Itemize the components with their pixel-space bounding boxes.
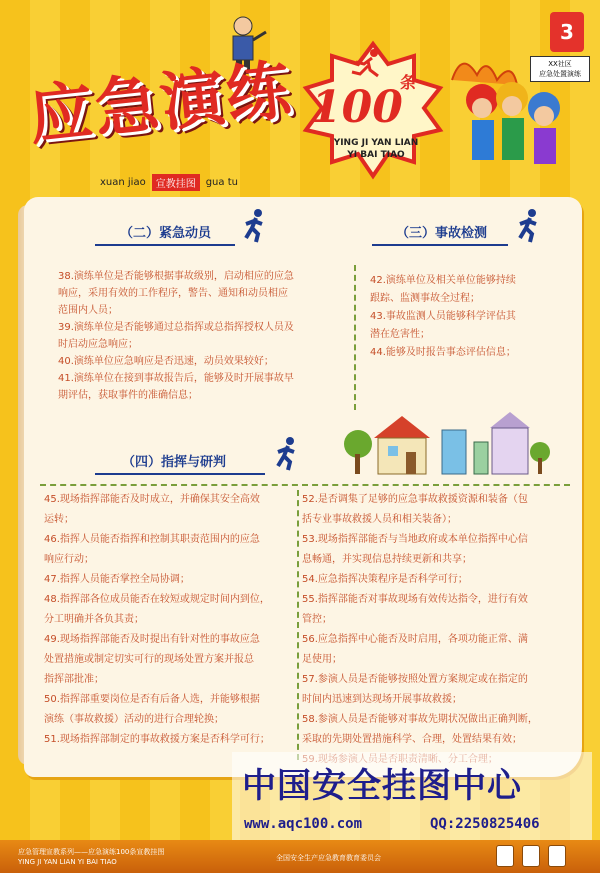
watermark-url: www.aqc100.com — [244, 816, 363, 832]
list-item: 45.现场指挥部能否及时成立，并确保其安全高效 — [44, 494, 260, 505]
subtitle-right: gua tu — [205, 177, 238, 188]
list-item: 采取的先期处置措施科学、合理，处置结果有效； — [302, 734, 522, 745]
badge-pinyin — [326, 137, 426, 161]
list-item: 58.参演人员是否能够对事故先期状况做出正确判断， — [302, 714, 538, 725]
qr-code-icon — [496, 845, 514, 867]
subtitle-left: xuan jiao — [100, 177, 146, 188]
pinyin-line-1: YING JI YAN LIAN — [333, 138, 419, 148]
watermark-qq: QQ:2250825406 — [430, 816, 540, 832]
pinyin-line-2: YI BAI TIAO — [347, 150, 405, 160]
section-3-list — [370, 272, 560, 362]
section-2-heading — [120, 222, 211, 241]
shield-logo-icon — [522, 845, 540, 867]
list-item: 47.指挥人员能否掌控全局协调； — [44, 574, 190, 585]
list-item: 响应，采用有效的工作程序，警告、通知和动员相应 — [58, 288, 288, 299]
community-line-1: XX社区 — [548, 60, 572, 68]
list-item: 分工明确并各负其责； — [44, 614, 144, 625]
section-3-underline — [372, 244, 508, 246]
list-item: 42.演练单位及相关单位能够持续 — [370, 275, 516, 286]
section-2-title: （二）紧急动员 — [120, 226, 212, 241]
list-item: 39.演练单位是否能够通过总指挥或总指挥授权人员及 — [58, 322, 294, 333]
list-item: 括专业事故救援人员和相关装备）； — [302, 514, 457, 525]
list-item: 46.指挥人员能否指挥和控制其职责范围内的应急 — [44, 534, 260, 545]
section-2-list — [58, 268, 348, 404]
list-item: 43.事故监测人员能够科学评估其 — [370, 311, 516, 322]
column-divider — [354, 265, 356, 410]
section-2-underline — [95, 244, 235, 246]
section-4-heading — [122, 451, 226, 470]
section-divider — [40, 484, 570, 486]
list-item: 响应行动； — [44, 554, 94, 565]
list-item: 48.指挥部各位成员能否在较短或规定时间内到位， — [44, 594, 270, 605]
list-item: 55.指挥部能否对事故现场有效传达指令，进行有效 — [302, 594, 528, 605]
footer-series-line-1: 应急管理宣教系列——应急演练100条宣教挂图 — [18, 848, 165, 856]
community-sign — [530, 56, 590, 82]
subtitle-tag: 宣教挂图 — [152, 174, 200, 191]
list-item: 潜在危害性； — [370, 329, 430, 340]
section-3-heading — [396, 222, 487, 241]
list-item: 52.是否调集了足够的应急事故救援资源和装备（包 — [302, 494, 528, 505]
footer-series-line-2: YING JI YAN LIAN YI BAI TIAO — [18, 858, 117, 866]
list-item: 56.应急指挥中心能否及时启用，各项功能正常、满 — [302, 634, 528, 645]
list-item: 处置措施或制定切实可行的现场处置方案并报总 — [44, 654, 254, 665]
list-item: 40.演练单位应急响应是否迅速，动员效果较好； — [58, 356, 274, 367]
community-line-2: 应急处置演练 — [539, 70, 581, 78]
column-divider — [297, 490, 299, 760]
section-4-underline — [95, 473, 265, 475]
list-item: 54.应急指挥决策程序是否科学可行； — [302, 574, 468, 585]
list-item: 演练（事故救援）活动的进行合理轮换； — [44, 714, 224, 725]
section-4-right-list — [302, 490, 572, 770]
list-item: 53.现场指挥部能否与当地政府或本单位指挥中心信 — [302, 534, 528, 545]
list-item: 息畅通，并实现信息持续更新和共享； — [302, 554, 472, 565]
list-item: 57.参演人员是否能够按照处置方案规定或在指定的 — [302, 674, 528, 685]
list-item: 范围内人员； — [58, 305, 118, 316]
badge-unit: 条 — [400, 73, 417, 92]
runner-icon — [272, 436, 302, 472]
footer-publisher: 全国安全生产应急教育教育委员会 — [276, 854, 381, 862]
list-item: 44.能够及时报告事态评估信息； — [370, 347, 516, 358]
section-4-title: （四）指挥与研判 — [122, 455, 227, 470]
list-item: 49.现场指挥部能否及时提出有针对性的事故应急 — [44, 634, 260, 645]
runner-icon — [350, 48, 384, 78]
list-item: 时间内迅速到达现场开展事故救援； — [302, 694, 462, 705]
list-item: 跟踪、监测事故全过程； — [370, 293, 480, 304]
section-4-left-list — [44, 490, 294, 750]
poster-title: 应急演练 — [25, 52, 296, 155]
list-item: 41.演练单位在接到事故报告后，能够及时开展事故早 — [58, 373, 294, 384]
list-item: 51.现场指挥部制定的事故救援方案是否科学可行； — [44, 734, 270, 745]
emblem-logo-icon — [548, 845, 566, 867]
footer-logos — [496, 845, 566, 867]
subtitle — [100, 174, 238, 191]
watermark-title: 中国安全挂图中心 — [242, 766, 522, 806]
list-item: 足使用； — [302, 654, 342, 665]
runner-icon — [514, 208, 544, 244]
list-item: 运转； — [44, 514, 74, 525]
section-3-title: （三）事故检测 — [396, 226, 488, 241]
houses-illustration — [340, 398, 555, 480]
list-item: 期评估，获取事件的准确信息； — [58, 390, 198, 401]
list-item: 指挥部批准； — [44, 674, 104, 685]
list-item: 50.指挥部重要岗位是否有后备人选，并能够根据 — [44, 694, 260, 705]
list-item: 38.演练单位是否能够根据事故级别，启动相应的应急 — [58, 271, 294, 282]
runner-icon — [240, 208, 270, 244]
list-item: 管控； — [302, 614, 332, 625]
footer-series — [18, 847, 164, 867]
page-number: 3 — [550, 12, 584, 52]
badge-number: 100 — [311, 82, 403, 133]
list-item: 时启动应急响应； — [58, 339, 138, 350]
